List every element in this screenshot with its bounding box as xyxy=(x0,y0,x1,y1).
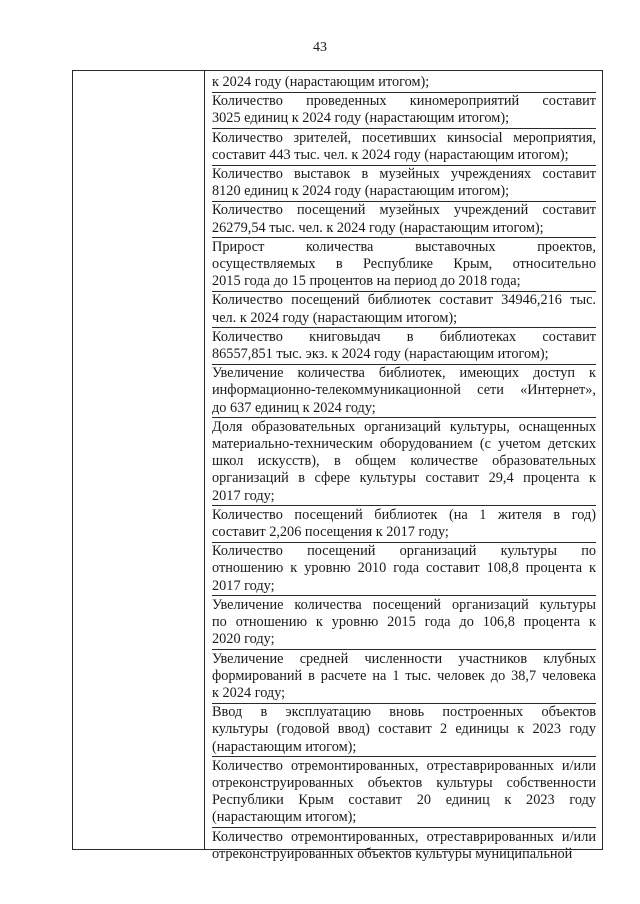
list-item xyxy=(212,329,596,365)
text-line: Количество посещений музейных учреждений составит xyxy=(212,202,596,219)
text-line: Количество отремонтированных, отреставрированных и/или xyxy=(212,757,596,774)
table-right-cell xyxy=(205,71,602,862)
text-line: 2017 году; xyxy=(212,577,275,594)
text-line: Количество выставок в музейных учреждениях составит xyxy=(212,166,596,183)
text-line: культуры (годовой ввод) составит 2 единицы к 2023 году xyxy=(212,721,596,738)
text-line: материально-техническим оборудованием (с учетом детских xyxy=(212,436,596,453)
text-line: (нарастающим итогом); xyxy=(212,809,357,826)
page-number: 43 xyxy=(313,40,327,55)
document-table xyxy=(72,70,603,862)
list-item xyxy=(212,239,596,292)
text-line: формирований в расчете на 1 тыс. человек до 38,7 человека xyxy=(212,667,596,684)
list-item xyxy=(212,704,596,757)
text-line: составит 443 тыс. чел. к 2024 году (нарастающим итогом); xyxy=(212,146,569,163)
list-item xyxy=(212,543,596,596)
text-line: 86557,851 тыс. экз. к 2024 году (нарастающим итогом); xyxy=(212,346,549,363)
text-line: 26279,54 тыс. чел. к 2024 году (нарастающим итогом); xyxy=(212,219,544,236)
list-item xyxy=(212,829,596,864)
text-line: осуществляемых в Республике Крым, относительно xyxy=(212,256,596,273)
text-line: Количество посещений библиотек (на 1 жителя в год) xyxy=(212,506,596,523)
text-line: 8120 единиц к 2024 году (нарастающим итогом); xyxy=(212,183,510,200)
text-line: чел. к 2024 году (нарастающим итогом); xyxy=(212,309,458,326)
list-item xyxy=(212,597,596,650)
list-item xyxy=(212,74,596,93)
text-line: до 637 единиц к 2024 году; xyxy=(212,399,376,416)
text-line: организаций в сфере культуры составит 29,4 процента к xyxy=(212,470,596,487)
text-line: Увеличение количества библиотек, имеющих доступ к xyxy=(212,365,596,382)
text-line: к 2024 году (нарастающим итогом); xyxy=(212,74,430,90)
list-item xyxy=(212,365,596,418)
text-line: 2020 году; xyxy=(212,631,275,648)
text-line: по отношению к уровню 2015 года до 106,8 процента к xyxy=(212,614,596,631)
list-item xyxy=(212,202,596,238)
text-line: отреконструированных объектов культуры собственности xyxy=(212,774,596,791)
text-line: Ввод в эксплуатацию вновь построенных объектов xyxy=(212,704,596,721)
list-item xyxy=(212,93,596,129)
text-line: 2017 году; xyxy=(212,487,275,504)
text-line: 2015 года до 15 процентов на период до 2018 года; xyxy=(212,273,521,290)
text-line: отношению к уровню 2010 года составит 108,8 процента к xyxy=(212,560,596,577)
table-left-cell xyxy=(73,71,205,849)
list-item xyxy=(212,651,596,704)
text-line: Количество посещений организаций культуры по xyxy=(212,543,596,560)
text-line: 3025 единиц к 2024 году (нарастающим итогом); xyxy=(212,110,510,127)
list-item xyxy=(212,130,596,166)
list-item xyxy=(212,507,596,543)
text-line: (нарастающим итогом); xyxy=(212,738,357,755)
list-item xyxy=(212,419,596,507)
text-line: отреконструированных объектов культуры муниципальной xyxy=(212,845,573,862)
text-line: школ искусств), в общем количестве образовательных xyxy=(212,453,596,470)
text-line: составит 2,206 посещения к 2017 году; xyxy=(212,524,449,541)
list-item xyxy=(212,166,596,202)
text-line: информационно-телекоммуникационной сети «Интернет», xyxy=(212,382,596,399)
text-line: Количество книговыдач в библиотеках составит xyxy=(212,328,596,345)
text-line: Количество проведенных киномероприятий составит xyxy=(212,93,596,110)
text-line: Количество посещений библиотек составит 34946,216 тыс. xyxy=(212,292,596,309)
text-line: Количество зрителей, посетивших кинsocial мероприятия, xyxy=(212,129,596,146)
text-line: Прирост количества выставочных проектов, xyxy=(212,238,596,255)
list-item xyxy=(212,758,596,828)
list-item xyxy=(212,292,596,328)
text-line: Увеличение количества посещений организаций культуры xyxy=(212,596,596,613)
text-line: Количество отремонтированных, отреставрированных и/или xyxy=(212,828,596,845)
text-line: к 2024 году; xyxy=(212,684,286,701)
text-line: Доля образовательных организаций культуры, оснащенных xyxy=(212,418,596,435)
text-line: Республики Крым составит 20 единиц к 2023 году xyxy=(212,792,596,809)
text-line: Увеличение средней численности участников клубных xyxy=(212,650,596,667)
